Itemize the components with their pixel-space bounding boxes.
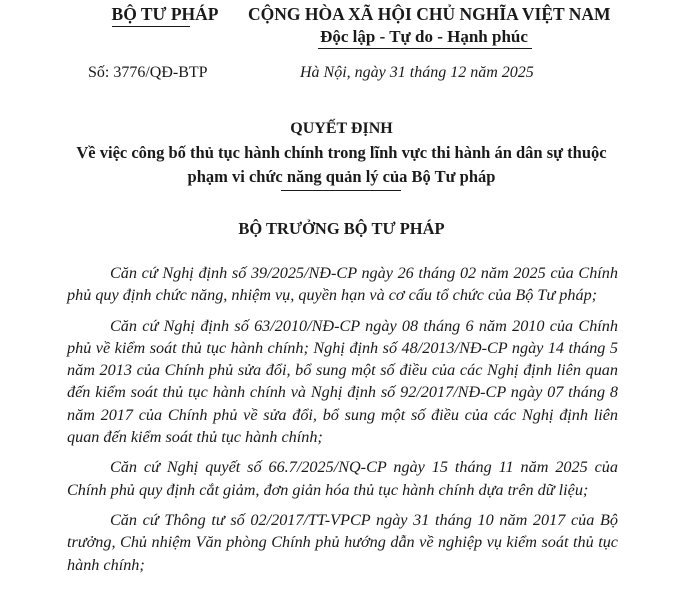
national-motto: Độc lập - Tự do - Hạnh phúc [320, 27, 528, 46]
subject-underline [281, 190, 401, 191]
document-body [67, 262, 618, 584]
legal-basis-paragraph: Căn cứ Nghị định số 39/2025/NĐ-CP ngày 26 tháng 02 năm 2025 của Chính phủ quy định chức năng, nhiệm vụ, quyền hạn và cơ cấu tổ chức của Bộ Tư pháp; [67, 264, 618, 305]
motto-underline [318, 48, 532, 49]
signer-title: BỘ TRƯỞNG BỘ TƯ PHÁP [238, 219, 445, 238]
document-number: Số: 3776/QĐ-BTP [88, 64, 208, 81]
legal-basis-paragraph: Căn cứ Thông tư số 02/2017/TT-VPCP ngày 31 tháng 10 năm 2017 của Bộ trưởng, Chủ nhiệm Văn phòng Chính phủ hướng dẫn về nghiệp vụ kiểm soát thủ tục hành chính; [67, 510, 618, 574]
organization-underline [112, 26, 190, 27]
subject-line-1: Về việc công bố thủ tục hành chính trong lĩnh vực thi hành án dân sự thuộc [76, 143, 607, 162]
legal-basis-paragraph: Căn cứ Nghị định số 63/2010/NĐ-CP ngày 08 tháng 6 năm 2010 của Chính phủ về kiểm soát thủ tục hành chính; Nghị định số 48/2013/NĐ-CP ngày 14 tháng 5 năm 2013 của Chính phủ sửa đổi, bổ sung một số điều của các Nghị định liên quan đến kiểm soát thủ tục hành chính và Nghị định số 92/2017/NĐ-CP ngày 07 tháng 8 năm 2017 của Chính phủ về sửa đổi, bổ sung một số điều của các Nghị định liên quan đến kiểm soát thủ tục hành chính; [67, 316, 618, 447]
issuing-organization: BỘ TƯ PHÁP [111, 4, 219, 24]
place-and-date: Hà Nội, ngày 31 tháng 12 năm 2025 [300, 64, 534, 81]
national-title: CỘNG HÒA XÃ HỘI CHỦ NGHĨA VIỆT NAM [248, 4, 611, 24]
document-type-heading: QUYẾT ĐỊNH [290, 120, 393, 137]
subject-line-2: phạm vi chức năng quản lý của Bộ Tư pháp [187, 167, 496, 186]
legal-basis-paragraph: Căn cứ Nghị quyết số 66.7/2025/NQ-CP ngày 15 tháng 11 năm 2025 của Chính phủ quy định cắt giảm, đơn giản hóa thủ tục hành chính dựa trên dữ liệu; [67, 458, 618, 499]
